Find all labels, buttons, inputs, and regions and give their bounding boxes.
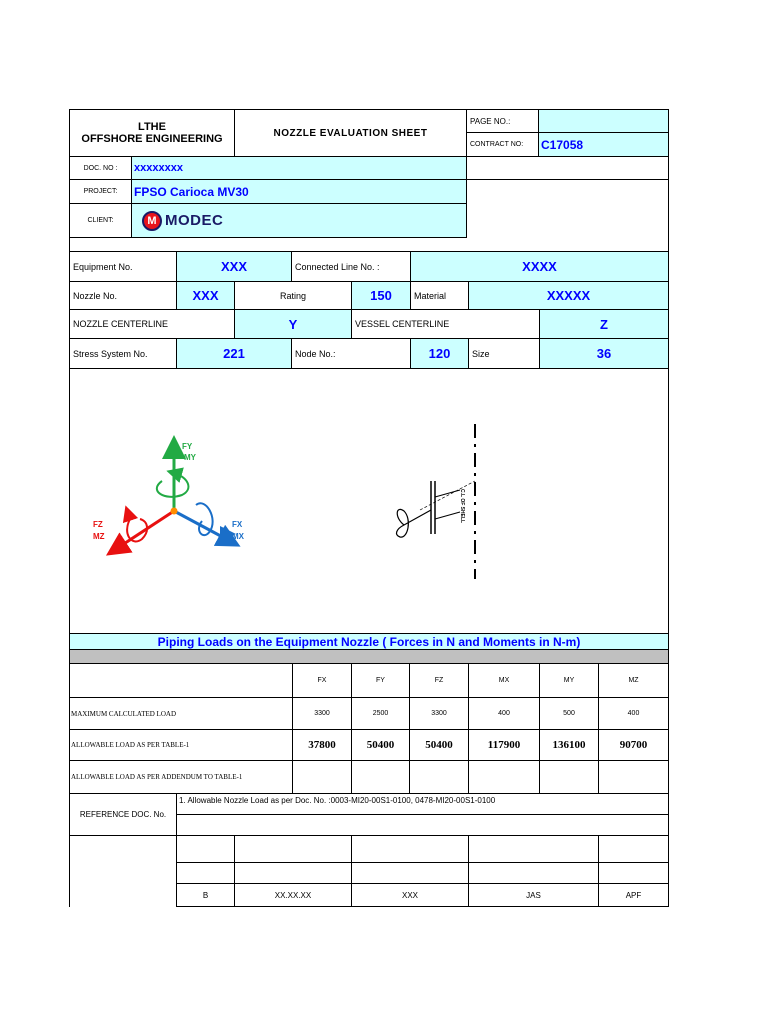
- reference-line-2: [176, 814, 669, 836]
- nozzle-no-field[interactable]: XXX: [176, 281, 235, 310]
- connected-line-label: Connected Line No. :: [291, 251, 411, 282]
- mz-label: MZ: [93, 532, 105, 541]
- col-header-fx: FX: [292, 663, 352, 698]
- project-label: PROJECT:: [69, 179, 132, 204]
- page-no-field[interactable]: [538, 109, 669, 133]
- table-cell: [468, 760, 540, 794]
- stress-system-label: Stress System No.: [69, 338, 177, 369]
- project-field[interactable]: FPSO Carioca MV30: [131, 179, 467, 204]
- connected-line-field[interactable]: XXXX: [410, 251, 669, 282]
- vessel-centerline-label: VESSEL CENTERLINE: [351, 309, 540, 339]
- table-cell: 37800: [292, 729, 352, 761]
- table-row-label: MAXIMUM CALCULATED LOAD: [69, 697, 293, 730]
- rating-label: Rating: [234, 281, 352, 310]
- size-field[interactable]: 36: [539, 338, 669, 369]
- revision-blank: [234, 862, 352, 884]
- revision-approved-by: APF: [598, 883, 669, 907]
- table-cell: [292, 760, 352, 794]
- company-name-line2: OFFSHORE ENGINEERING: [81, 133, 223, 145]
- nozzle-centerline-dashed: [420, 481, 475, 510]
- revision-blank: [598, 862, 669, 884]
- loads-header-blank: [69, 663, 293, 698]
- origin-point: [171, 508, 178, 515]
- mx-label: MX: [232, 532, 244, 541]
- col-header-mx: MX: [468, 663, 540, 698]
- node-no-field[interactable]: 120: [410, 338, 469, 369]
- diagram-area: [70, 369, 668, 634]
- table-cell: 400: [468, 697, 540, 730]
- fz-label: FZ: [93, 520, 103, 529]
- table-cell: 136100: [539, 729, 599, 761]
- vessel-centerline-field[interactable]: Z: [539, 309, 669, 339]
- col-header-fy: FY: [351, 663, 410, 698]
- col-header-mz: MZ: [598, 663, 669, 698]
- doc-no-right-blank: [466, 156, 669, 180]
- modec-logo-text: MODEC: [165, 212, 224, 229]
- table-cell: 500: [539, 697, 599, 730]
- mz-moment-arrow: [128, 513, 130, 519]
- loads-gray-band: [69, 649, 669, 664]
- fx-label: FX: [232, 520, 243, 529]
- loads-section-title: Piping Loads on the Equipment Nozzle ( Forces in N and Moments in N-m): [69, 633, 669, 650]
- contract-no-field[interactable]: C17058: [538, 132, 669, 157]
- client-field[interactable]: [131, 203, 467, 238]
- nozzle-pipe-bottom: [435, 512, 460, 519]
- table-cell: [409, 760, 469, 794]
- nozzle-no-label: Nozzle No.: [69, 281, 177, 310]
- client-label: CLIENT:: [69, 203, 132, 238]
- fx-axis-arrow: [174, 511, 230, 541]
- material-field[interactable]: XXXXX: [468, 281, 669, 310]
- company-block: [69, 109, 235, 157]
- table-cell: 90700: [598, 729, 669, 761]
- col-header-my: MY: [539, 663, 599, 698]
- page-no-label: PAGE NO.:: [466, 109, 539, 133]
- table-cell: 400: [598, 697, 669, 730]
- doc-no-field[interactable]: xxxxxxxx: [131, 156, 467, 180]
- revision-blank: [468, 862, 599, 884]
- revision-prepared-by: JAS: [468, 883, 599, 907]
- table-cell: [539, 760, 599, 794]
- revision-rev: B: [176, 883, 235, 907]
- contract-no-label: CONTRACT NO:: [466, 132, 539, 157]
- equipment-no-label: Equipment No.: [69, 251, 177, 282]
- revision-blank: [351, 835, 469, 863]
- rating-field[interactable]: 150: [351, 281, 411, 310]
- revision-blank: [468, 835, 599, 863]
- table-cell: [351, 760, 410, 794]
- table-cell: 117900: [468, 729, 540, 761]
- revision-blank: [351, 862, 469, 884]
- col-header-fz: FZ: [409, 663, 469, 698]
- doc-no-label: DOC. NO :: [69, 156, 132, 180]
- revision-description: XXX: [351, 883, 469, 907]
- table-row-label: ALLOWABLE LOAD AS PER ADDENDUM TO TABLE-1: [69, 760, 293, 794]
- mx-moment-arc: [196, 503, 213, 535]
- revision-blank: [234, 835, 352, 863]
- reference-label: REFERENCE DOC. No.: [69, 793, 177, 836]
- node-no-label: Node No.:: [291, 338, 411, 369]
- revision-blank-left: [176, 835, 235, 863]
- table-cell: 50400: [409, 729, 469, 761]
- table-cell: [598, 760, 669, 794]
- modec-logo-mark: M: [142, 211, 162, 231]
- table-cell: 2500: [351, 697, 410, 730]
- table-cell: 3300: [292, 697, 352, 730]
- table-cell: 3300: [409, 697, 469, 730]
- revision-date: XX.XX.XX: [234, 883, 352, 907]
- revision-blank: [598, 835, 669, 863]
- modec-logo: [142, 211, 223, 231]
- shell-label: C.L OF SHELL: [459, 489, 465, 524]
- fy-label: FY: [182, 442, 193, 451]
- company-name-line1: LTHE: [138, 121, 166, 133]
- nozzle-centerline-field[interactable]: Y: [234, 309, 352, 339]
- stress-system-field[interactable]: 221: [176, 338, 292, 369]
- fz-axis-arrow: [116, 511, 174, 549]
- equipment-no-field[interactable]: XXX: [176, 251, 292, 282]
- material-label: Material: [410, 281, 469, 310]
- pipe-break-symbol: [397, 509, 431, 537]
- my-label: MY: [184, 453, 196, 462]
- table-cell: 50400: [351, 729, 410, 761]
- reference-line-1: 1. Allowable Nozzle Load as per Doc. No. :0003-MI20-00S1-0100, 0478-MI20-00S1-0100: [176, 793, 669, 815]
- table-row-label: ALLOWABLE LOAD AS PER TABLE-1: [69, 729, 293, 761]
- nozzle-centerline-label: NOZZLE CENTERLINE: [69, 309, 235, 339]
- revision-blank-left: [176, 862, 235, 884]
- sheet-title: NOZZLE EVALUATION SHEET: [234, 109, 467, 157]
- size-label: Size: [468, 338, 540, 369]
- axis-system-diagram: [70, 369, 668, 634]
